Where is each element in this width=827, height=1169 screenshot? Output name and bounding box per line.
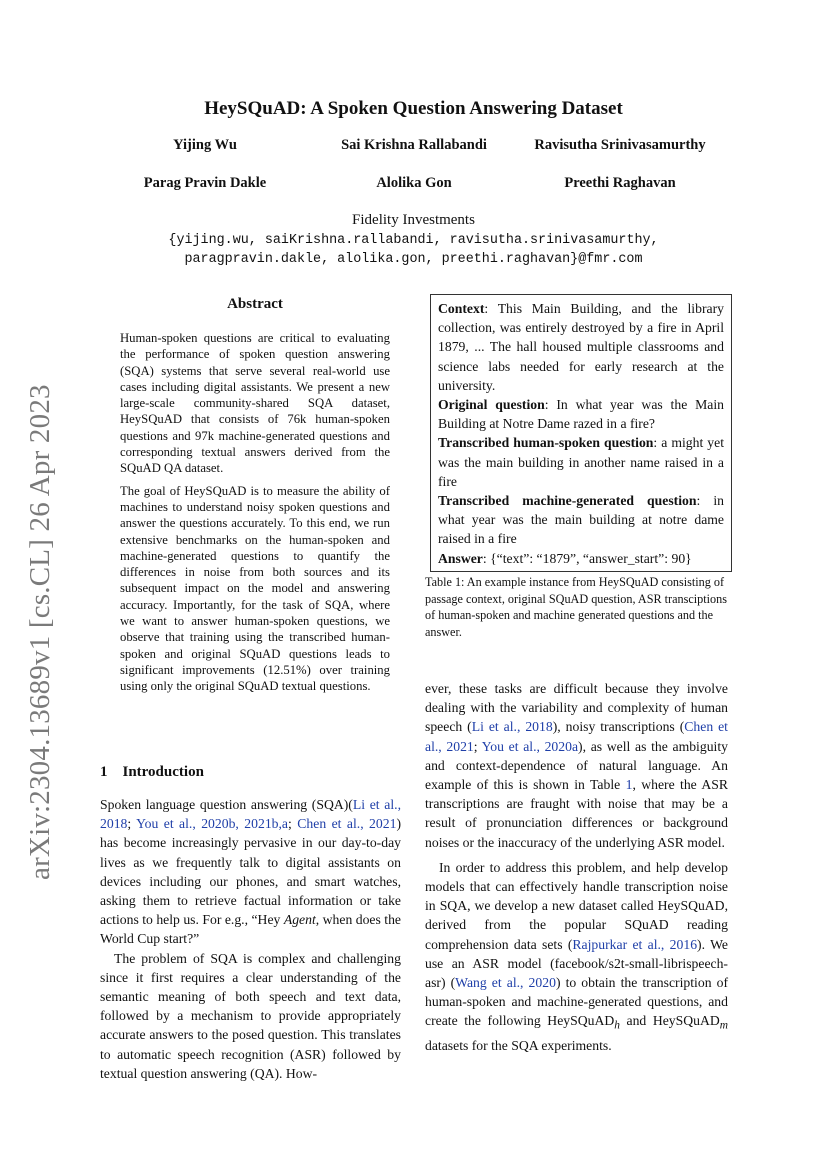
citation-link[interactable]: Chen et al., 2021 — [425, 719, 728, 754]
author-3: Ravisutha Srinivasamurthy — [534, 137, 706, 153]
intro-paragraph-2: The problem of SQA is complex and challenging since it first requires a clear understanding of the semantic meaning of both speech and text data, followed by a mechanism to provide appropriately accurate answers to the posed question. This translates to automatic speech recognition (ASR) followed by textual question answering (QA). How- — [100, 950, 401, 1081]
paper-title: HeySQuAD: A Spoken Question Answering Dataset — [204, 98, 623, 119]
author-6: Preethi Raghavan — [564, 175, 676, 191]
machine-question-row: Transcribed machine-generated question: in what year was the main building at notre dame raised in a fire — [438, 493, 725, 547]
emails-line-2: paragpravin.dakle, alolika.gon, preethi.raghavan}@fmr.com — [184, 252, 643, 267]
human-question-row: Transcribed human-spoken question: a might yet was the main building in another name raised in a fire — [438, 435, 724, 489]
answer-row: Answer: {“text”: “1879”, “answer_start”: 90} — [438, 550, 692, 566]
citation-link[interactable]: You et al., 2020a — [481, 738, 579, 754]
arxiv-stamp: arXiv:2304.13689v1 [cs.CL] 26 Apr 2023 — [24, 384, 56, 880]
abstract-paragraph-1: Human-spoken questions are critical to evaluating the performance of spoken question answering (SQA) systems that serve several real-world use cases including digital assistants. We present a new large-scale community-shared SQA dataset, HeySQuAD that consists of 76k human-spoken questions and 97k machine-generated questions and corresponding textual answers derived from the SQuAD QA dataset. — [120, 331, 390, 476]
citation-link[interactable]: Chen et al., 2021 — [297, 816, 397, 832]
right-paragraph-2: In order to address this problem, and help develop models that can effectively handle transcription noise in SQA, we develop a new dataset called HeySQuAD, derived from the popular SQuAD reading comprehension data sets (Rajpurkar et al., 2016). We use an ASR model (facebook/s2t-small-librispeech-asr) (Wang et al., 2020) to obtain the transcription of human-spoken and machine-generated questions, and create the following HeySQuAD$_h$ and HeySQuAD$_m$ datasets for the SQA experiments. — [425, 859, 729, 1054]
table-ref-link[interactable]: 1 — [625, 777, 633, 793]
abstract-body — [120, 330, 390, 701]
affiliation: Fidelity Investments — [352, 212, 475, 228]
citation-link[interactable]: Li et al., 2018 — [100, 797, 401, 832]
right-paragraph-1: ever, these tasks are difficult because they involve dealing with the variability and complexity of human speech (Li et al., 2018), noisy transcriptions (Chen et al., 2021; You et al., 2020a), as well as the ambiguity and context-dependence of natural language. An example of this is shown in Table 1, where the ASR transcriptions are fraught with noise that may be a result of pronunciation differences or background noises or the inaccuracy of the underlying ASR model. — [425, 681, 728, 850]
intro-paragraph-1: Spoken language question answering (SQA)(Li et al., 2018; You et al., 2020b, 2021b,a; Chen et al., 2021) has become increasingly pervasive in our day-to-day lives as we frequently talk to digital assistants on devices including our phones, and smart watches, asking them to retrieve factual information or take actions to help us. For e.g., “Hey Agent, when does the World Cup start?” — [100, 797, 402, 947]
author-4: Parag Pravin Dakle — [143, 175, 267, 191]
context-row: Context: This Main Building, and the library collection, was entirely destroyed by a fire in April 1879, ... The hall housed multiple classrooms and science labs needed for early research at the university. — [438, 301, 724, 393]
table-caption: Table 1: An example instance from HeySQuAD consisting of passage context, original SQuAD question, ASR transciptions of human-spoken and machine generated questions and the answer. — [425, 575, 727, 639]
right-column-body — [425, 679, 728, 1056]
citation-link[interactable]: Wang et al., 2020 — [455, 975, 556, 991]
original-question-row: Original question: In what year was the Main Building at Notre Dame razed in a fire? — [438, 397, 725, 432]
section-title: Introduction — [122, 764, 204, 780]
section-number: 1 — [100, 764, 108, 780]
abstract-heading: Abstract — [227, 296, 283, 312]
emails-line-1: {yijing.wu, saiKrishna.rallabandi, ravisutha.srinivasamurthy, — [168, 233, 659, 248]
author-2: Sai Krishna Rallabandi — [341, 137, 487, 153]
abstract-paragraph-2: The goal of HeySQuAD is to measure the ability of machines to understand noisy spoken questions and answer the questions accurately. To this end, we run extensive benchmarks on the human-spoken and machine-generated questions to quantify the differences in noise from both sources and its subsequent impact on the model and answering accuracy. Importantly, for the task of SQA, where we want to answer human-spoken questions, we observe that training using the transcribed human-spoken and original SQuAD questions leads to significant improvements (12.51%) over training using only the original SQuAD textual questions. — [120, 483, 390, 694]
author-5: Alolika Gon — [376, 175, 452, 191]
citation-link[interactable]: Rajpurkar et al., 2016 — [572, 936, 698, 952]
example-table-box — [430, 294, 732, 572]
citation-link[interactable]: Li et al., 2018 — [471, 719, 553, 735]
citation-link[interactable]: You et al., 2020b, 2021b,a — [136, 816, 289, 832]
author-1: Yijing Wu — [173, 137, 237, 153]
section-heading-introduction — [100, 764, 204, 781]
left-column-body — [100, 795, 401, 1083]
